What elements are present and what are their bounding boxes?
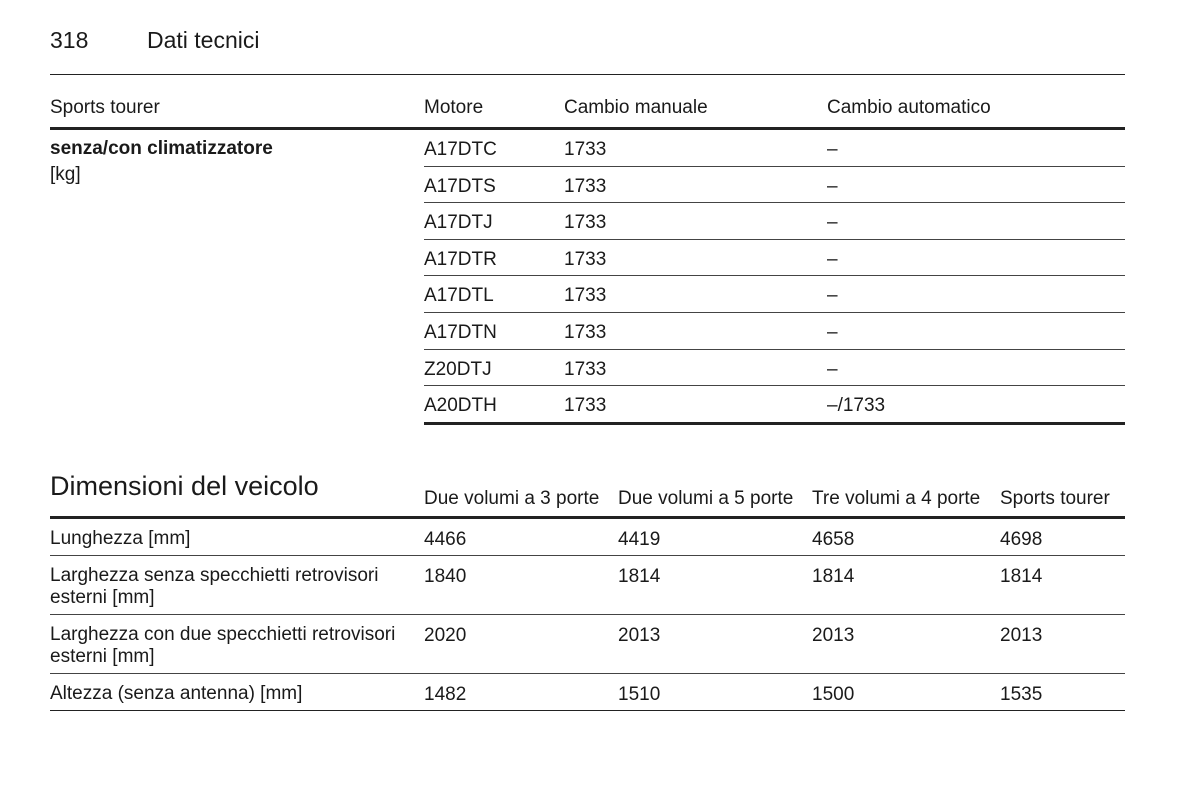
table-row <box>50 674 1125 711</box>
page-title: Dati tecnici <box>147 27 260 53</box>
engine-cell: A17DTJ <box>424 212 493 234</box>
engine-cell: A20DTH <box>424 395 497 417</box>
table-row <box>424 386 1125 425</box>
weights-label: senza/con climatizzatore <box>50 138 273 159</box>
weights-table <box>50 97 1125 417</box>
value-cell: 2020 <box>424 625 467 646</box>
value-cell: 1814 <box>812 566 855 587</box>
manual-cell: 1733 <box>564 212 607 234</box>
column-header-5-door-hatchback: Due volumi a 5 porte <box>618 488 794 509</box>
manual-cell: 1733 <box>564 175 607 197</box>
column-header-engine: Motore <box>424 97 484 118</box>
row-label: Larghezza con due specchietti retrovisori esterni [mm] <box>50 624 396 667</box>
value-cell: 4658 <box>812 529 855 550</box>
automatic-cell: – <box>827 285 838 307</box>
value-cell: 2013 <box>1000 625 1043 646</box>
value-cell: 1814 <box>1000 566 1043 587</box>
engine-cell: A17DTL <box>424 285 494 307</box>
value-cell: 1500 <box>812 684 855 705</box>
column-header-3-door-hatchback: Due volumi a 3 porte <box>424 488 600 509</box>
table-row <box>424 167 1125 204</box>
row-label: Larghezza senza specchietti retrovisori esterni [mm] <box>50 565 379 608</box>
value-cell: 1814 <box>618 566 661 587</box>
manual-cell: 1733 <box>564 248 607 270</box>
table-row <box>50 615 1125 674</box>
automatic-cell: – <box>827 175 838 197</box>
column-header-automatic: Cambio automatico <box>827 97 991 118</box>
engine-cell: A17DTC <box>424 139 497 160</box>
automatic-cell: – <box>827 248 838 270</box>
value-cell: 1840 <box>424 566 467 587</box>
value-cell: 2013 <box>618 625 661 646</box>
column-header-sports-tourer: Sports tourer <box>1000 488 1110 509</box>
table-row <box>50 519 1125 556</box>
table-row <box>424 240 1125 277</box>
value-cell: 1510 <box>618 684 661 705</box>
page-header <box>50 26 1125 75</box>
value-cell: 2013 <box>812 625 855 646</box>
weights-rows <box>424 130 1125 425</box>
column-header-4-door-sedan: Tre volumi a 4 porte <box>812 488 981 509</box>
row-label: Altezza (senza antenna) [mm] <box>50 683 303 704</box>
automatic-cell: – <box>827 358 838 380</box>
automatic-cell: –/1733 <box>827 395 886 417</box>
table-row <box>424 130 1125 167</box>
value-cell: 4698 <box>1000 529 1043 550</box>
weights-table-header <box>50 97 1125 130</box>
table-row <box>50 556 1125 615</box>
automatic-cell: – <box>827 139 838 160</box>
manual-cell: 1733 <box>564 285 607 307</box>
weights-unit: [kg] <box>50 164 81 185</box>
value-cell: 4466 <box>424 529 467 550</box>
dimensions-table-header <box>50 488 1125 519</box>
manual-cell: 1733 <box>564 395 607 417</box>
manual-cell: 1733 <box>564 321 607 343</box>
table-row <box>424 350 1125 387</box>
column-header-sports-tourer: Sports tourer <box>50 97 160 118</box>
engine-cell: A17DTS <box>424 175 496 197</box>
manual-cell: 1733 <box>564 139 607 160</box>
table-row <box>424 276 1125 313</box>
table-row <box>424 203 1125 240</box>
engine-cell: A17DTR <box>424 248 497 270</box>
value-cell: 1482 <box>424 684 467 705</box>
table-row <box>424 313 1125 350</box>
row-label: Lunghezza [mm] <box>50 528 191 549</box>
manual-cell: 1733 <box>564 358 607 380</box>
column-header-manual: Cambio manuale <box>564 97 708 118</box>
value-cell: 1535 <box>1000 684 1043 705</box>
dimensions-table <box>50 488 1125 711</box>
automatic-cell: – <box>827 321 838 343</box>
dimensions-title: Dimensioni del veicolo <box>50 471 319 502</box>
value-cell: 4419 <box>618 529 661 550</box>
page-number: 318 <box>50 27 89 53</box>
automatic-cell: – <box>827 212 838 234</box>
engine-cell: A17DTN <box>424 321 497 343</box>
weights-row-label <box>50 138 273 186</box>
engine-cell: Z20DTJ <box>424 358 492 380</box>
